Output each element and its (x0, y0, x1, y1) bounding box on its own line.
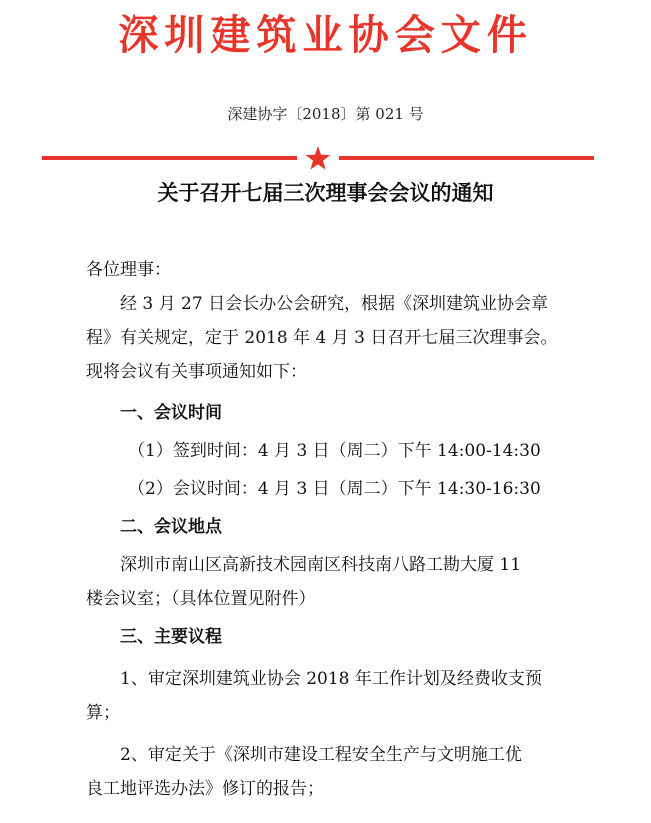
star-icon (304, 144, 332, 172)
section-3-item-1-line-1: 1、审定深圳建筑业协会 2018 年工作计划及经费收支预 (120, 669, 542, 689)
section-1-item-2: （2）会议时间：4 月 3 日（周二）下午 14:30-16:30 (128, 479, 541, 499)
intro-line-2: 程》有关规定，定于 2018 年 4 月 3 日召开七届三次理事会。 (86, 328, 558, 348)
notice-body (86, 253, 606, 806)
section-2-line-2: 楼会议室；（具体位置见附件） (86, 589, 316, 609)
divider-left-bar (42, 156, 297, 160)
salutation: 各位理事： (86, 260, 171, 280)
notice-title: 关于召开七届三次理事会会议的通知 (157, 181, 494, 205)
section-3-heading: 三、主要议程 (120, 627, 222, 647)
masthead-title: 深圳建筑业协会文件 (118, 11, 533, 59)
red-divider (42, 148, 594, 170)
intro-line-1: 经 3 月 27 日会长办公会研究，根据《深圳建筑业协会章 (120, 294, 549, 314)
divider-right-bar (339, 156, 594, 160)
section-1-item-1: （1）签到时间：4 月 3 日（周二）下午 14:00-14:30 (128, 441, 541, 461)
section-2-heading: 二、会议地点 (120, 517, 222, 537)
intro-line-3: 现将会议有关事项通知如下： (86, 362, 307, 382)
section-3-item-1-line-2: 算； (86, 703, 120, 723)
section-3-item-2-line-2: 良工地评选办法》修订的报告； (86, 779, 324, 799)
section-1-heading: 一、会议时间 (120, 403, 222, 423)
section-3-item-2-line-1: 2、审定关于《深圳市建设工程安全生产与文明施工优 (120, 745, 522, 765)
section-2-line-1: 深圳市南山区高新技术园南区科技南八路工勘大厦 11 (120, 555, 522, 575)
document-number: 深建协字〔2018〕第 021 号 (227, 105, 424, 123)
